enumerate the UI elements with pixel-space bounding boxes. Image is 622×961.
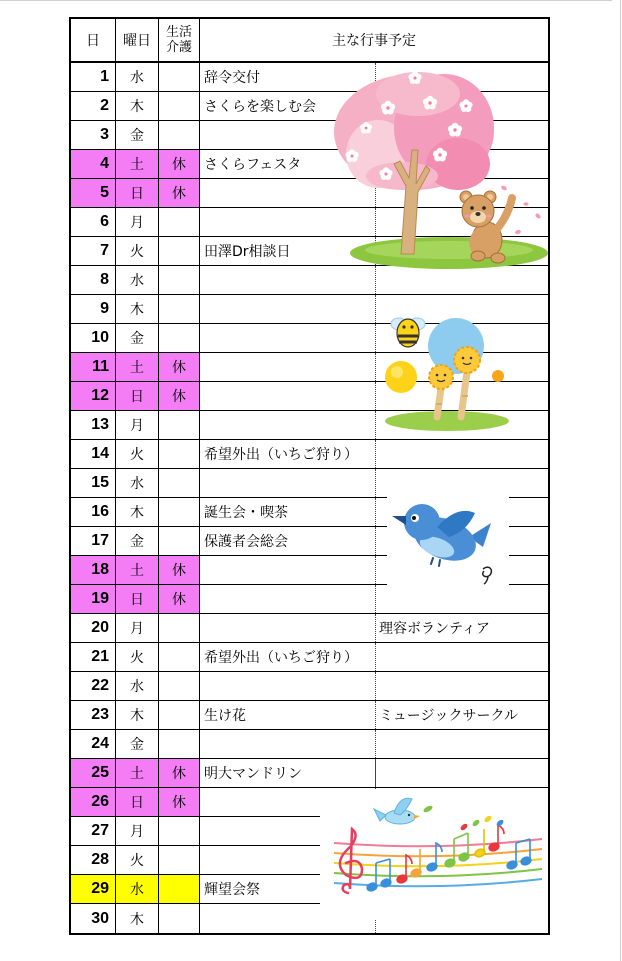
- care-cell: 休: [159, 382, 200, 410]
- weekday-cell: 火: [116, 237, 159, 265]
- day-cell: 30: [71, 904, 116, 933]
- day-cell: 27: [71, 817, 116, 845]
- weekday-cell: 木: [116, 498, 159, 526]
- event-cell: 誕生会・喫茶: [200, 498, 376, 526]
- header-events: 主な行事予定: [332, 33, 416, 49]
- weekday-cell: 日: [116, 179, 159, 207]
- event-sub-cell: [376, 672, 548, 700]
- weekday-cell: 金: [116, 324, 159, 352]
- care-cell: [159, 817, 200, 845]
- care-cell: [159, 324, 200, 352]
- care-cell: [159, 63, 200, 91]
- day-cell: 21: [71, 643, 116, 671]
- care-cell: [159, 121, 200, 149]
- weekday-cell: 木: [116, 92, 159, 120]
- day-cell: 19: [71, 585, 116, 613]
- smiling-flower-icon: [429, 365, 453, 389]
- care-cell: [159, 846, 200, 874]
- care-cell: [159, 904, 200, 933]
- day-cell: 28: [71, 846, 116, 874]
- event-sub-cell: [376, 643, 548, 671]
- event-sub-cell: ミュージックサークル: [379, 708, 519, 724]
- blue-bird-icon: [387, 497, 509, 601]
- weekday-cell: 土: [116, 556, 159, 584]
- weekday-cell: 木: [116, 701, 159, 729]
- sheet-edge-right: [620, 0, 621, 961]
- event-cell: 希望外出（いちご狩り）: [200, 440, 376, 468]
- care-cell: [159, 440, 200, 468]
- weekday-cell: 木: [116, 904, 159, 933]
- sheet-edge-top: [0, 0, 612, 1]
- day-cell: 2: [71, 92, 116, 120]
- event-cell: さくらを楽しむ会: [200, 92, 376, 120]
- care-cell: [159, 237, 200, 265]
- care-cell: 休: [159, 353, 200, 381]
- care-cell: [159, 295, 200, 323]
- day-cell: 15: [71, 469, 116, 497]
- care-cell: [159, 527, 200, 555]
- care-cell: [159, 92, 200, 120]
- day-cell: 9: [71, 295, 116, 323]
- weekday-cell: 土: [116, 150, 159, 178]
- weekday-cell: 日: [116, 585, 159, 613]
- event-sub-cell: [376, 730, 548, 758]
- weekday-cell: 金: [116, 730, 159, 758]
- event-cell: [200, 730, 376, 758]
- event-cell: [200, 353, 376, 381]
- day-cell: 29: [71, 875, 116, 903]
- event-cell: 希望外出（いちご狩り）: [200, 643, 376, 671]
- day-cell: 18: [71, 556, 116, 584]
- weekday-cell: 土: [116, 759, 159, 787]
- event-cell: [200, 324, 376, 352]
- day-cell: 24: [71, 730, 116, 758]
- event-sub-cell: [376, 469, 548, 497]
- event-cell: [200, 585, 376, 613]
- bird-head: [404, 504, 440, 540]
- header-day: 日: [71, 19, 116, 61]
- care-cell: [159, 411, 200, 439]
- schedule-row: [71, 440, 548, 469]
- weekday-cell: 月: [116, 614, 159, 642]
- care-cell: 休: [159, 179, 200, 207]
- day-cell: 14: [71, 440, 116, 468]
- day-cell: 25: [71, 759, 116, 787]
- day-cell: 6: [71, 208, 116, 236]
- header-care: [159, 19, 200, 61]
- weekday-cell: 金: [116, 121, 159, 149]
- day-cell: 10: [71, 324, 116, 352]
- weekday-cell: 月: [116, 411, 159, 439]
- weekday-cell: 火: [116, 440, 159, 468]
- day-cell: 13: [71, 411, 116, 439]
- bee-icon: [391, 318, 425, 347]
- event-cell: [200, 614, 376, 642]
- event-cell: [200, 672, 376, 700]
- weekday-cell: 水: [116, 875, 159, 903]
- day-cell: 1: [71, 63, 116, 91]
- care-cell: [159, 875, 200, 903]
- header-weekday: 曜日: [116, 19, 159, 61]
- event-cell: 明大マンドリン: [200, 759, 376, 787]
- day-cell: 22: [71, 672, 116, 700]
- event-cell: [200, 469, 376, 497]
- event-cell: 辞令交付: [200, 63, 376, 91]
- smiling-flower-icon: [454, 347, 480, 373]
- weekday-cell: 日: [116, 382, 159, 410]
- schedule-row: [71, 614, 548, 643]
- day-cell: 16: [71, 498, 116, 526]
- day-cell: 11: [71, 353, 116, 381]
- grass-ground: [350, 237, 548, 269]
- cherry-blossom-bear-icon: [326, 66, 548, 272]
- event-cell: 輝望会祭: [200, 875, 376, 903]
- event-cell: 生け花: [200, 701, 376, 729]
- weekday-cell: 日: [116, 788, 159, 816]
- day-cell: 3: [71, 121, 116, 149]
- care-cell: [159, 730, 200, 758]
- weekday-cell: 水: [116, 266, 159, 294]
- weekday-cell: 水: [116, 63, 159, 91]
- schedule-row: [71, 730, 548, 759]
- weekday-cell: 水: [116, 672, 159, 700]
- care-cell: [159, 469, 200, 497]
- weekday-cell: 木: [116, 295, 159, 323]
- day-cell: 17: [71, 527, 116, 555]
- care-cell: [159, 701, 200, 729]
- weekday-cell: 月: [116, 208, 159, 236]
- event-cell: [200, 295, 376, 323]
- weekday-cell: 土: [116, 353, 159, 381]
- day-cell: 7: [71, 237, 116, 265]
- table-header: [71, 19, 548, 63]
- schedule-row: [71, 672, 548, 701]
- day-cell: 8: [71, 266, 116, 294]
- care-cell: 休: [159, 759, 200, 787]
- weekday-cell: 月: [116, 817, 159, 845]
- weekday-cell: 火: [116, 846, 159, 874]
- day-cell: 23: [71, 701, 116, 729]
- schedule-row: [71, 643, 548, 672]
- header-care-line1: 生活: [165, 25, 192, 40]
- care-cell: [159, 498, 200, 526]
- event-cell: [200, 556, 376, 584]
- event-cell: 田澤Dr相談日: [200, 237, 376, 265]
- orange-dot: [492, 370, 504, 382]
- grass-ground: [385, 411, 509, 431]
- event-cell: さくらフェスタ: [200, 150, 376, 178]
- care-cell: [159, 672, 200, 700]
- sun-icon: [385, 361, 417, 393]
- care-cell: [159, 208, 200, 236]
- schedule-row: [71, 701, 548, 730]
- event-sub-cell: [376, 440, 548, 468]
- care-cell: [159, 266, 200, 294]
- event-sub-cell: [376, 759, 548, 787]
- schedule-row: [71, 469, 548, 498]
- care-cell: 休: [159, 585, 200, 613]
- weekday-cell: 金: [116, 527, 159, 555]
- event-cell: [200, 411, 376, 439]
- bee-and-flowers-icon: [380, 300, 512, 434]
- event-sub-cell: 理容ボランティア: [379, 621, 490, 637]
- care-cell: [159, 614, 200, 642]
- event-cell: [200, 382, 376, 410]
- weekday-cell: 水: [116, 469, 159, 497]
- schedule-row: [71, 759, 548, 788]
- care-cell: 休: [159, 788, 200, 816]
- header-care-line2: 介護: [165, 40, 192, 55]
- music-notes-bird-icon: [320, 789, 548, 919]
- day-cell: 20: [71, 614, 116, 642]
- weekday-cell: 火: [116, 643, 159, 671]
- bird-eye: [412, 516, 416, 520]
- care-cell: 休: [159, 556, 200, 584]
- day-cell: 4: [71, 150, 116, 178]
- day-cell: 26: [71, 788, 116, 816]
- care-cell: 休: [159, 150, 200, 178]
- event-cell: 保護者会総会: [200, 527, 376, 555]
- care-cell: [159, 643, 200, 671]
- day-cell: 12: [71, 382, 116, 410]
- day-cell: 5: [71, 179, 116, 207]
